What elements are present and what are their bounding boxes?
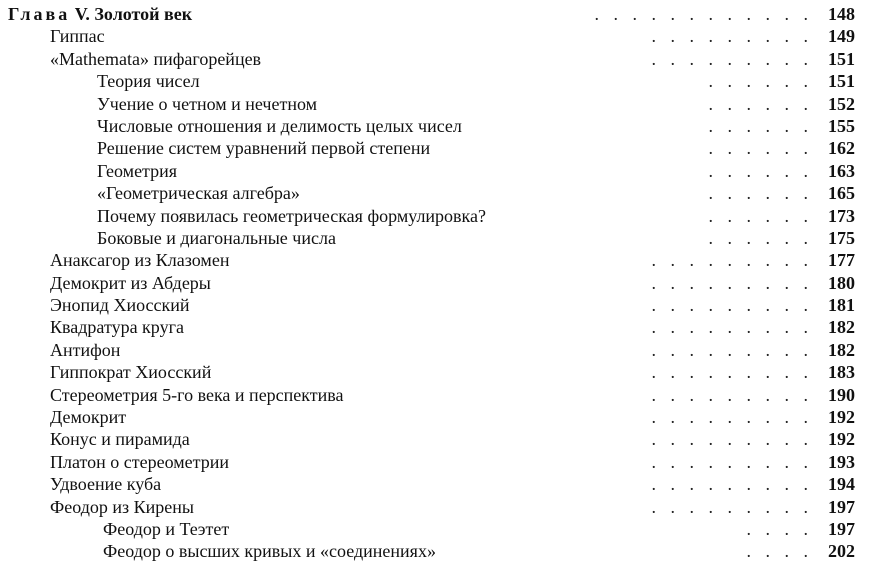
chapter-page-number: 148 — [828, 4, 855, 24]
toc-entry — [0, 25, 873, 47]
toc-entry-page-number: 183 — [828, 362, 855, 383]
chapter-title-wrap — [8, 3, 192, 25]
leader-dots: . . . . . . — [708, 71, 813, 92]
toc-entry-page-number: 162 — [828, 138, 855, 159]
leader-dots: . . . . . . . . . — [651, 496, 813, 517]
leader-dots: . . . . . . . . . . . . — [594, 4, 813, 24]
leader-dots: . . . . . . — [708, 183, 813, 204]
toc-entry — [0, 70, 873, 92]
toc-entry-title: Демокрит из Абдеры — [50, 272, 211, 293]
leader-dots: . . . . . . . . . — [651, 48, 813, 69]
toc-entry-page-number: 181 — [828, 295, 855, 316]
toc-entry-title: Решение систем уравнений первой степени — [97, 138, 431, 159]
toc-entry-page-number: 197 — [828, 518, 855, 539]
toc-entry — [0, 294, 873, 316]
toc-entry-title: Стереометрия 5-го века и перспектива — [50, 384, 344, 405]
toc-entry-page-number: 177 — [828, 250, 855, 271]
toc-entry-page-number: 155 — [828, 115, 855, 136]
toc-entry-title: Удвоение куба — [50, 474, 162, 495]
toc-entry-page-number: 182 — [828, 317, 855, 338]
toc-entry — [0, 272, 873, 294]
toc-entry-page-number: 182 — [828, 339, 855, 360]
toc-entry-page-number: 180 — [828, 272, 855, 293]
toc-entry-title: Гиппократ Хиосский — [50, 362, 212, 383]
leader-dots: . . . . . . . . . — [651, 250, 813, 271]
leader-dots: . . . . . . — [708, 93, 813, 114]
toc-entry-title: Теория чисел — [97, 71, 200, 92]
toc-entry-title: Геометрия — [97, 160, 178, 181]
toc-entry-page-number: 202 — [828, 541, 855, 562]
toc-entry — [0, 406, 873, 428]
toc-entry-page-number: 149 — [828, 26, 855, 47]
leader-dots: . . . . . . . . . — [651, 451, 813, 472]
toc-entry-title: Феодор о высших кривых и «соединениях» — [103, 541, 436, 562]
toc-entry-page-number: 194 — [828, 474, 855, 495]
toc-entry-title: «Mathemata» пифагорейцев — [50, 48, 262, 69]
toc-entry-title: Гиппас — [50, 26, 105, 47]
toc-entry — [0, 540, 873, 562]
leader-dots: . . . . — [746, 541, 813, 562]
leader-dots: . . . . . . — [708, 227, 813, 248]
toc-entry-page-number: 197 — [828, 496, 855, 517]
leader-dots: . . . . . . . . . — [651, 272, 813, 293]
toc-entry-page-number: 173 — [828, 205, 855, 226]
toc-entry-title: Числовые отношения и делимость целых чисел — [97, 115, 462, 136]
toc-entry-page-number: 163 — [828, 160, 855, 181]
toc-entry — [0, 339, 873, 361]
toc-entry-title: Платон о стереометрии — [50, 451, 229, 472]
leader-dots: . . . . . . . . . — [651, 317, 813, 338]
leader-dots: . . . . — [746, 518, 813, 539]
leader-dots: . . . . . . — [708, 160, 813, 181]
toc-entry-title: Энопид Хиосский — [50, 295, 190, 316]
leader-dots: . . . . . . — [708, 138, 813, 159]
toc-entry — [0, 227, 873, 249]
toc-entry-title: Учение о четном и нечетном — [97, 93, 318, 114]
toc-entry — [0, 518, 873, 540]
toc-entry-page-number: 192 — [828, 407, 855, 428]
leader-dots: . . . . . . . . . — [651, 384, 813, 405]
toc-entry-page-number: 151 — [828, 48, 855, 69]
leader-dots: . . . . . . — [708, 205, 813, 226]
toc-entry — [0, 115, 873, 137]
toc-entry-title: Конус и пирамида — [50, 429, 190, 450]
toc-entry — [0, 428, 873, 450]
leader-dots: . . . . . . . . . — [651, 474, 813, 495]
toc-entry — [0, 451, 873, 473]
toc-entry-title: Антифон — [50, 339, 121, 360]
toc-entries — [0, 25, 873, 562]
toc-entry-title: Феодор из Кирены — [50, 496, 194, 517]
toc-entry-page-number: 151 — [828, 71, 855, 92]
toc-entry — [0, 473, 873, 495]
toc-entry-page-number: 192 — [828, 429, 855, 450]
toc-entry — [0, 205, 873, 227]
toc-entry-title: Квадратура круга — [50, 317, 184, 338]
toc-entry-title: Феодор и Теэтет — [103, 518, 230, 539]
leader-dots: . . . . . . . . . — [651, 407, 813, 428]
toc-entry — [0, 384, 873, 406]
leader-dots: . . . . . . . . . — [651, 339, 813, 360]
leader-dots: . . . . . . — [708, 115, 813, 136]
toc-chapter-heading — [0, 3, 873, 25]
leader-dots: . . . . . . . . . — [651, 295, 813, 316]
toc-entry — [0, 249, 873, 271]
toc-entry — [0, 316, 873, 338]
toc-entry — [0, 160, 873, 182]
toc-entry-page-number: 152 — [828, 93, 855, 114]
toc-entry-page-number: 193 — [828, 451, 855, 472]
toc-entry — [0, 496, 873, 518]
table-of-contents — [0, 3, 873, 563]
toc-entry-page-number: 165 — [828, 183, 855, 204]
toc-entry-page-number: 190 — [828, 384, 855, 405]
leader-dots: . . . . . . . . . — [651, 26, 813, 47]
toc-entry-title: Демокрит — [50, 407, 127, 428]
toc-entry — [0, 182, 873, 204]
toc-entry-title: Анаксагор из Клазомен — [50, 250, 230, 271]
toc-entry — [0, 48, 873, 70]
chapter-title: V. Золотой век — [74, 4, 193, 24]
toc-entry-title: «Геометрическая алгебра» — [97, 183, 300, 204]
toc-entry — [0, 137, 873, 159]
toc-entry — [0, 93, 873, 115]
chapter-label: Глава — [8, 4, 71, 24]
toc-entry — [0, 361, 873, 383]
toc-entry-title: Почему появилась геометрическая формулировка? — [97, 205, 487, 226]
toc-entry-title: Боковые и диагональные числа — [97, 227, 336, 248]
leader-dots: . . . . . . . . . — [651, 429, 813, 450]
leader-dots: . . . . . . . . . — [651, 362, 813, 383]
toc-entry-page-number: 175 — [828, 227, 855, 248]
